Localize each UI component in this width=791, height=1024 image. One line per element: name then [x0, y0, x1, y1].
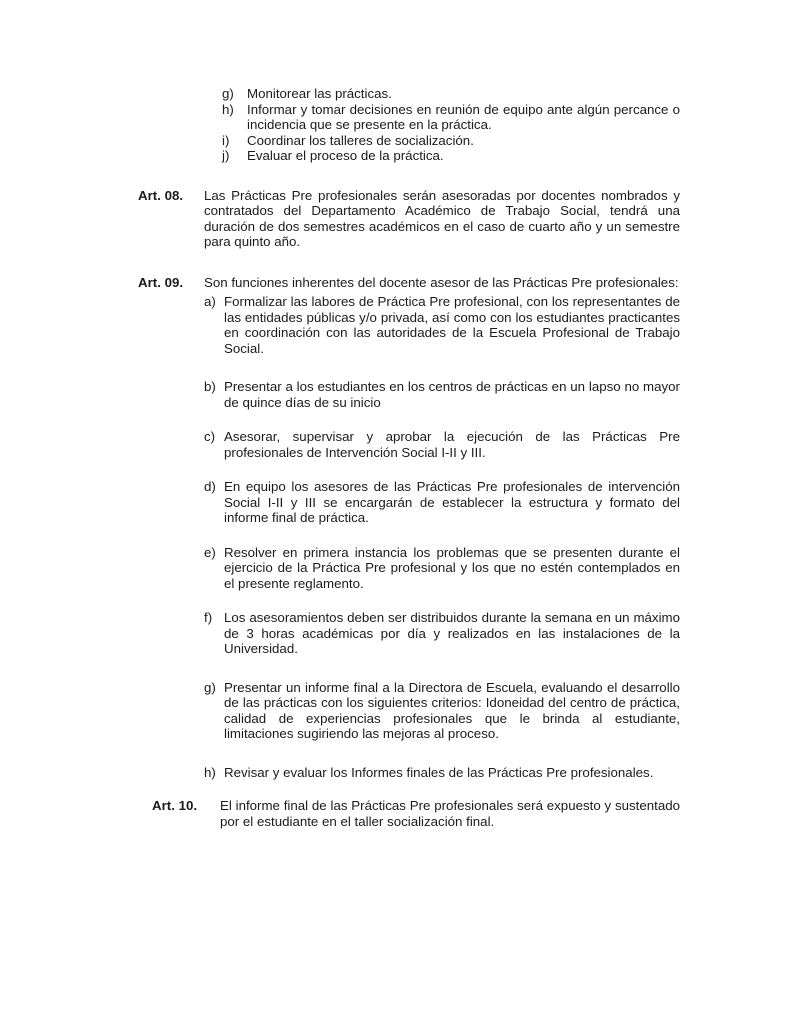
- article-body: [204, 188, 680, 250]
- sub-item-letter: f): [204, 610, 213, 625]
- article-body: [220, 798, 680, 829]
- continuation-list: [222, 86, 680, 164]
- sub-item-c: [204, 429, 680, 460]
- article-label: Art. 09.: [138, 274, 184, 290]
- article-09: [0, 275, 791, 781]
- list-item-g: [222, 86, 680, 102]
- sub-item-letter: c): [204, 429, 216, 444]
- list-item-text: Coordinar los talleres de socialización.: [247, 132, 474, 148]
- sub-item-letter: g): [204, 679, 216, 695]
- list-item-text: Evaluar el proceso de la práctica.: [247, 148, 444, 163]
- sub-item-h: [204, 765, 680, 781]
- sub-item-letter: h): [204, 764, 216, 780]
- sub-item-g: [204, 680, 680, 742]
- article-label: Art. 10.: [152, 798, 198, 813]
- sub-item-text: Formalizar las labores de Práctica Pre profesional, con los representantes de las entidades públicas y/o privada, así como con los estudiantes practicantes en coordinación con las autoridades de la Escuela Profesional de Trabajo Social.: [224, 294, 680, 356]
- sub-item-letter: b): [204, 379, 216, 394]
- sub-item-text: Presentar a los estudiantes en los centros de prácticas en un lapso no mayor de quince días de su inicio: [224, 379, 680, 410]
- article-10: [0, 798, 791, 829]
- list-item-j: [222, 148, 680, 164]
- list-item-h: [222, 102, 680, 133]
- list-item-i: [222, 133, 680, 149]
- document-content: [0, 86, 791, 829]
- sub-item-text: Los asesoramientos deben ser distribuidos durante la semana en un máximo de 3 horas académicas por día y realizados en las instalaciones de la Universidad.: [224, 610, 680, 656]
- sub-item-letter: d): [204, 479, 216, 494]
- sub-item-a: [204, 294, 680, 356]
- sub-item-text: Revisar y evaluar los Informes finales de las Prácticas Pre profesionales.: [224, 764, 654, 780]
- list-item-letter: g): [222, 86, 234, 101]
- sub-item-text: Asesorar, supervisar y aprobar la ejecución de las Prácticas Pre profesionales de Intervención Social I-II y III.: [224, 429, 680, 460]
- article-paragraph: Son funciones inherentes del docente asesor de las Prácticas Pre profesionales:: [204, 274, 679, 290]
- article-09-sub-list: [204, 294, 680, 780]
- sub-item-text: Presentar un informe final a la Directora de Escuela, evaluando el desarrollo de las prácticas con los siguientes criterios: Idoneidad del centro de práctica, calidad de experiencias profesionales que le brinda al estudiante, limitaciones sugiriendo las mejoras al proceso.: [224, 679, 680, 741]
- sub-item-f: [204, 610, 680, 657]
- sub-item-letter: e): [204, 544, 216, 560]
- list-item-text: Monitorear las prácticas.: [247, 86, 392, 101]
- list-item-letter: i): [222, 132, 230, 148]
- list-item-letter: h): [222, 101, 234, 117]
- article-paragraph: Las Prácticas Pre profesionales serán asesoradas por docentes nombrados y contratados del Departamento Académico de Trabajo Social, tendrá una duración de dos semestres académicos en el caso de cuarto año y un semestre para quinto año.: [204, 187, 680, 249]
- article-08: [0, 188, 791, 250]
- list-item-text: Informar y tomar decisiones en reunión de equipo ante algún percance o incidencia que se presente en la práctica.: [247, 101, 680, 132]
- sub-item-text: Resolver en primera instancia los problemas que se presenten durante el ejercicio de la Práctica Pre profesional y los que no estén contemplados en el presente reglamento.: [224, 544, 680, 591]
- list-item-letter: j): [222, 148, 230, 163]
- article-label: Art. 08.: [138, 187, 184, 203]
- sub-item-d: [204, 479, 680, 526]
- sub-item-text: En equipo los asesores de las Prácticas Pre profesionales de intervención Social I-II y III se encargarán de establecer la estructura y formato del informe final de práctica.: [224, 479, 680, 525]
- sub-item-b: [204, 379, 680, 410]
- article-paragraph: El informe final de las Prácticas Pre profesionales será expuesto y sustentado por el estudiante en el taller socialización final.: [220, 798, 680, 829]
- sub-item-e: [204, 545, 680, 592]
- sub-item-letter: a): [204, 294, 216, 309]
- article-body: [204, 275, 680, 781]
